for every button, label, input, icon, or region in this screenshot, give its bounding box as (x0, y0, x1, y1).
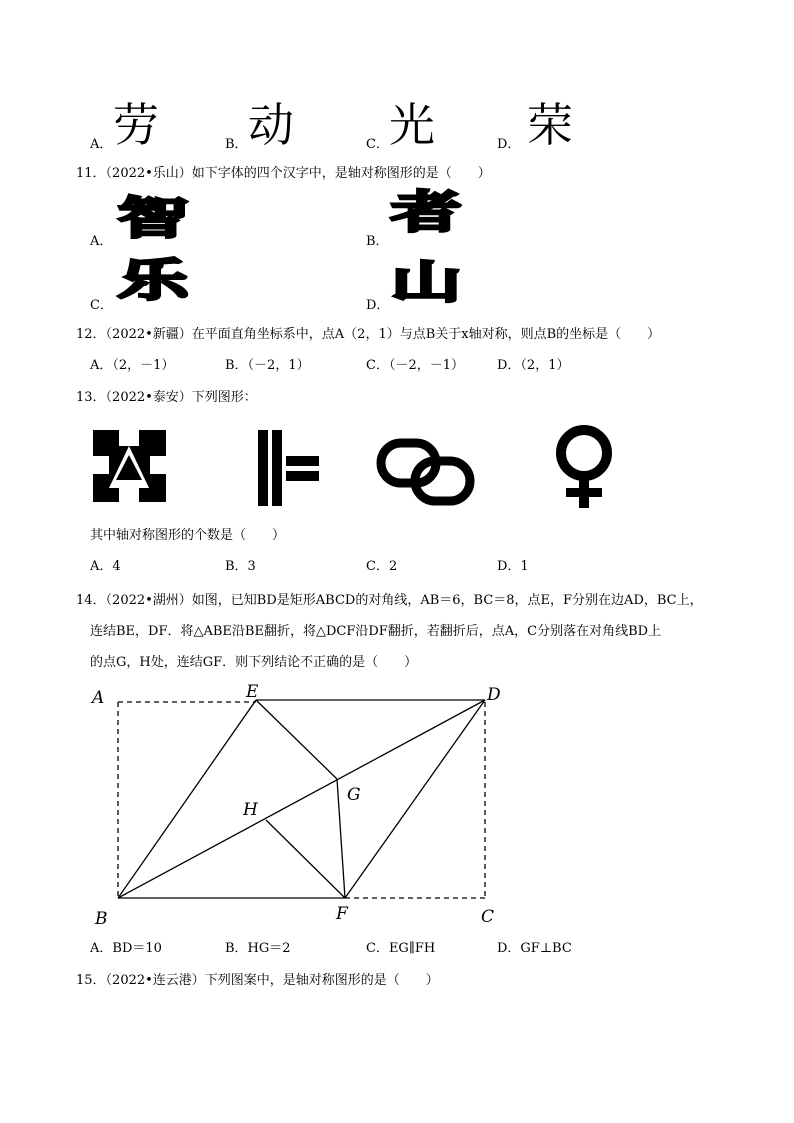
q15-stem: 15．（2022•连云港）下列图案中，是轴对称图形的是（ ） (76, 973, 439, 988)
q10-option-c-char: 光 (389, 98, 435, 152)
q13-option-a: A．4 (90, 559, 121, 574)
point-c-label: C (481, 907, 495, 927)
q11-stem: 11．（2022•乐山）如下字体的四个汉字中，是轴对称图形的是（ ） (76, 166, 491, 181)
q10-option-b-label: B． (225, 137, 248, 152)
point-d-label: D (487, 685, 501, 705)
q12-option-d: D．（2，1） (497, 358, 570, 373)
q10-option-d-label: D． (497, 137, 521, 152)
q11-option-c-label: C． (90, 298, 113, 313)
q14-option-b: B．HG＝2 (225, 941, 291, 956)
point-a-label: A (92, 688, 105, 708)
q14-option-a: A．BD＝10 (90, 941, 162, 956)
q13-option-d: D．1 (497, 559, 529, 574)
q10-option-a-char: 劳 (113, 98, 159, 152)
q11-option-d-label: D． (366, 298, 390, 313)
q14-stem-line-1: 14．（2022•湖州）如图，已知BD是矩形ABCD的对角线，AB＝6，BC＝8，点E，F分别在边AD，BC上， (76, 593, 703, 608)
q10-option-d-char: 荣 (527, 98, 573, 152)
q12-option-a: A．（2，－1） (90, 358, 175, 373)
q12-option-b: B．（－2，1） (225, 358, 310, 373)
q14-stem-line-3: 的点G，H处，连结GF．则下列结论不正确的是（ ） (90, 655, 418, 670)
q10-option-b-char: 动 (248, 98, 294, 152)
q13-option-b: B．3 (225, 559, 256, 574)
q10-option-c-label: C． (366, 137, 389, 152)
q13-option-c: C．2 (366, 559, 398, 574)
q11-option-c-char: 乐 (118, 255, 189, 306)
q11-option-b-label: B． (366, 234, 389, 249)
q14-stem-line-2: 连结BE，DF．将△ABE沿BE翻折，将△DCF沿DF翻折，若翻折后，点A，C分别落在对角线BD上 (90, 624, 662, 639)
q14-option-d: D．GF⊥BC (497, 941, 572, 956)
point-g-label: G (347, 785, 361, 805)
q13-stem: 13．（2022•泰安）下列图形： (76, 390, 257, 405)
point-e-label: E (246, 682, 259, 702)
q11-option-a-char: 智 (118, 193, 189, 244)
q11-option-d-char: 山 (391, 257, 462, 308)
q11-option-a-label: A． (90, 234, 113, 249)
point-h-label: H (243, 800, 258, 820)
point-f-label: F (336, 904, 348, 924)
q11-option-b-char: 者 (391, 187, 462, 238)
q13-question: 其中轴对称图形的个数是（ ） (90, 528, 286, 543)
q14-option-c: C．EG∥FH (366, 941, 436, 956)
q12-option-c: C．（－2，－1） (366, 358, 464, 373)
q12-stem: 12．（2022•新疆）在平面直角坐标系中，点A（2，1）与点B关于x轴对称，则点B的坐标是（ ） (76, 327, 661, 342)
q10-option-a-label: A． (90, 137, 113, 152)
point-b-label: B (95, 909, 108, 929)
